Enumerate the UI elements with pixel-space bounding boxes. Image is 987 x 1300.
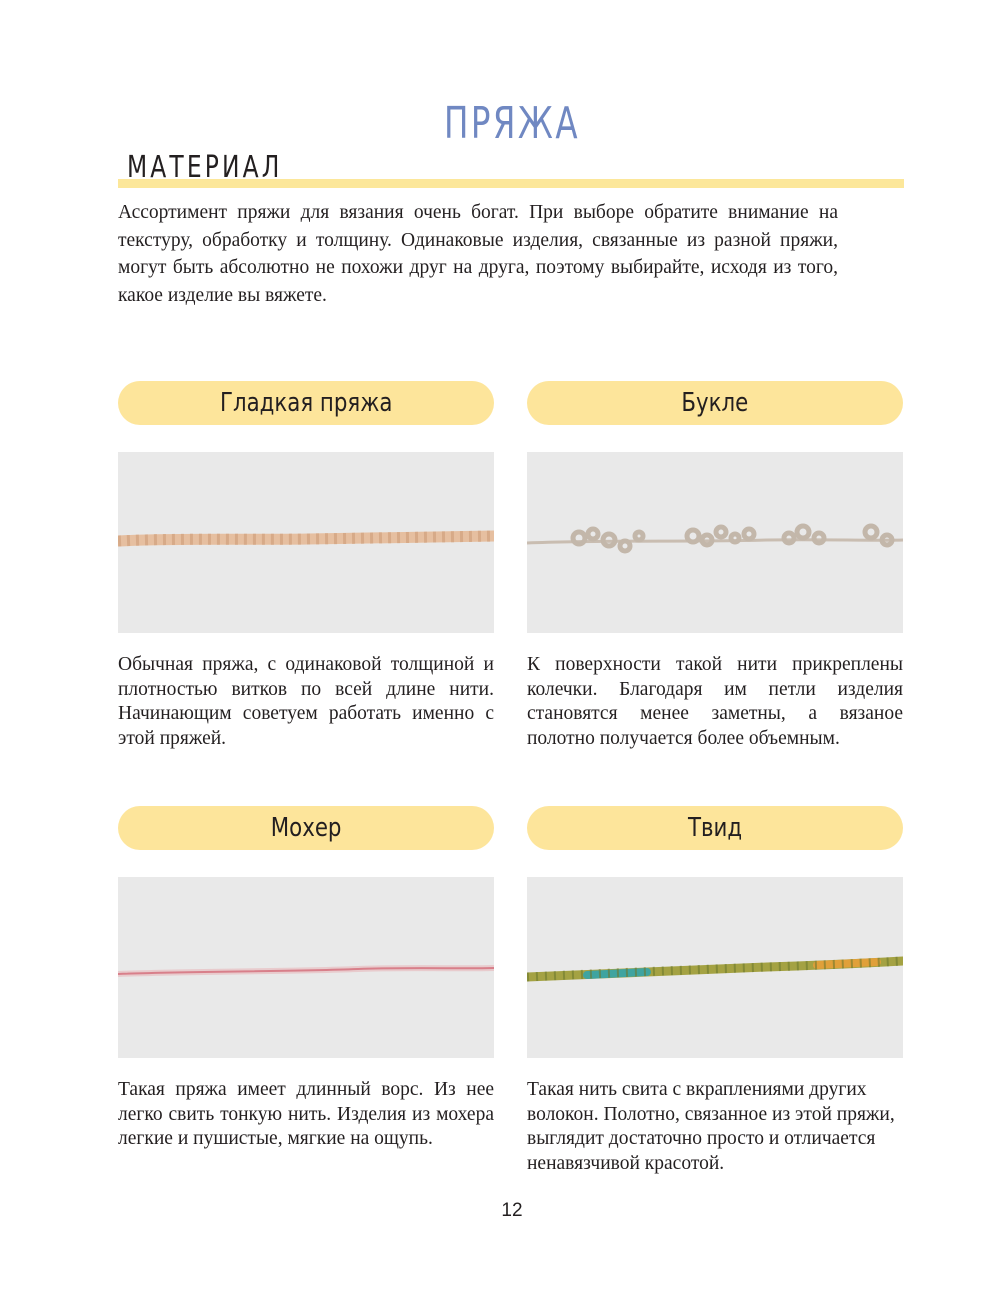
yarn-description: Такая нить свита с вкраплениями других волокон. Полотно, связанное из этой пряжи, выглядит достаточно просто и отличается ненавязчивой красотой. [527, 1079, 895, 1174]
yarn-label-pill [527, 806, 903, 850]
yarn-card-tweed [527, 806, 903, 1174]
yarn-description: Обычная пряжа, с одинаковой толщиной и плотностью витков по всей длине нити. Начинающим советуем работать именно с этой пряжей. [118, 654, 494, 749]
yarn-description: Такая пряжа имеет длинный ворс. Из нее легко свить тонкую нить. Изделия из мохера легкие и пушистые, мягкие на ощупь. [118, 1079, 494, 1149]
page-title: ПРЯЖА [443, 98, 581, 149]
yarn-name: Твид [687, 813, 743, 843]
section-heading: МАТЕРИАЛ [127, 150, 283, 185]
yarn-name: Букле [681, 388, 749, 418]
yarn-label-pill [527, 381, 903, 425]
yarn-card-mohair [118, 806, 494, 1149]
yarn-photo-smooth [118, 452, 494, 633]
intro-paragraph: Ассортимент пряжи для вязания очень богат. При выборе обратите внимание на текстуру, обработку и толщину. Одинаковые изделия, связанные из разной пряжи, могут быть абсолютно не похожи друг на друга, поэтому выбирайте, исходя из того, какое изделие вы вяжете. [118, 202, 838, 306]
yarn-name: Мохер [270, 813, 342, 843]
yarn-photo-tweed [527, 877, 903, 1058]
yarn-card-smooth [118, 381, 494, 749]
yarn-photo-boucle [527, 452, 903, 633]
yarn-photo-mohair [118, 877, 494, 1058]
yarn-description: К поверхности такой нити прикреплены колечки. Благодаря им петли изделия становятся менее заметны, а вязаное полотно получается более объемным. [527, 654, 903, 749]
yarn-name: Гладкая пряжа [219, 388, 393, 418]
yarn-card-boucle [527, 381, 903, 749]
yarn-label-pill [118, 806, 494, 850]
page-number: 12 [501, 1200, 523, 1221]
yarn-label-pill [118, 381, 494, 425]
